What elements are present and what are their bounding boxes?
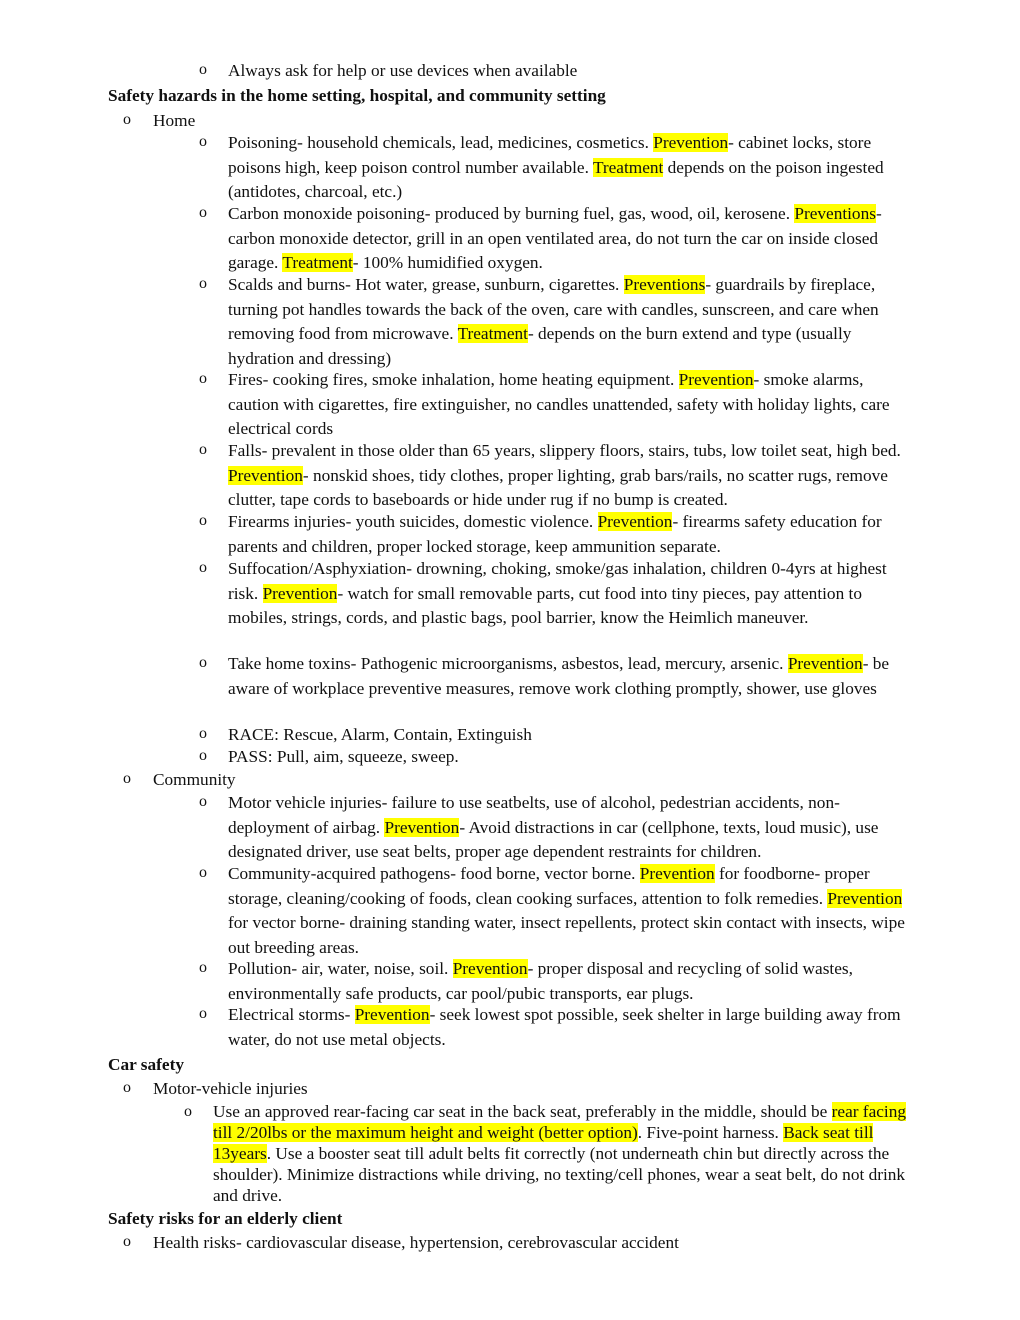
list-item-text: Firearms injuries- youth suicides, domestic violence. Prevention- firearms safety education for parents and children, proper locked storage, keep ammunition separate. [228,512,882,556]
bullet-icon: o [199,725,207,742]
list-item [199,273,913,371]
highlight: Prevention [653,133,729,152]
list-item-text: Motor vehicle injuries- failure to use seatbelts, use of alcohol, pedestrian accidents, non-deployment of airbag. Prevention- Avoid distractions in car (cellphone, texts, loud music), use designated driver, use seat belts, proper age dependent restraints for children. [228,793,879,861]
highlight: Prevention [384,817,460,837]
highlight: rear facing till 2/20lbs or the maximum height and weight (better option) [213,1102,906,1142]
highlight: Treatment [592,157,664,177]
list-item-label: Home [153,111,196,130]
list-item-text: Use an approved rear-facing car seat in the back seat, preferably in the middle, should be rear facing till 2/20lbs or the maximum height and weight (better option). Five-point harness. Back seat till 13years. Use a booster seat till adult belts fit correctly (not underneath chin but directly across the shoulder). Minimize distractions while driving, no texting/cell phones, wear a seat belt, do not drink and drive. [213,1102,906,1205]
bullet-icon: o [199,1005,207,1022]
highlight: Prevention [639,864,715,883]
bullet-icon: o [123,770,131,787]
list-item [199,1003,913,1052]
list-item [199,862,913,960]
list-item [199,745,913,770]
list-item [123,1231,913,1256]
list-item-text: Falls- prevalent in those older than 65 years, slippery floors, stairs, tubs, low toilet seat, high bed. Prevention- nonskid shoes, tidy clothes, proper lighting, grab bars/rails, no scatter rugs, remove clutter, tape cords to baseboards or hide under rug if no bump is created. [228,441,901,509]
section-heading: Safety hazards in the home setting, hospital, and community setting [108,86,606,105]
list-item-text: Electrical storms- Prevention- seek lowest spot possible, seek shelter in large building away from water, do not use metal objects. [228,1005,901,1049]
highlight: Preventions [794,204,876,223]
bullet-icon: o [199,275,207,292]
list-item-text: Scalds and burns- Hot water, grease, sunburn, cigarettes. Preventions- guardrails by fireplace, turning pot handles towards the back of the oven, care with candles, sunscreen, and care when removing food from microwave. Treatment- depends on the burn extend and type (usually hydration and dressing) [228,275,879,368]
bullet-icon: o [199,747,207,764]
list-item-text: RACE: Rescue, Alarm, Contain, Extinguish [228,725,532,744]
list-item-text: PASS: Pull, aim, squeeze, sweep. [228,747,459,766]
bullet-icon: o [199,793,207,810]
list-item-text: Community-acquired pathogens- food borne, vector borne. Prevention for foodborne- proper storage, cleaning/cooking of foods, clean cooking surfaces, attention to folk remedies. Prevention for vector borne- draining standing water, insect repellents, protect skin contact with insects, wipe out breeding areas. [228,864,905,957]
bullet-icon: o [123,1233,131,1250]
bullet-icon: o [199,204,207,221]
bullet-icon: o [199,61,207,78]
highlight: Preventions [623,275,706,294]
highlight: Prevention [228,465,303,485]
list-item [199,131,913,205]
section-heading: Car safety [108,1055,184,1074]
bullet-icon: o [199,133,207,150]
list-item [199,510,913,559]
bullet-icon: o [199,441,207,458]
highlight: Treatment [282,253,353,272]
bullet-icon: o [123,111,131,128]
highlight: Back seat till 13years [213,1123,874,1163]
section-heading: Safety risks for an elderly client [108,1209,343,1228]
list-item [199,439,913,513]
list-item-text: Always ask for help or use devices when available [228,61,578,80]
list-item [123,1077,913,1102]
highlight: Prevention [597,512,673,531]
list-item-text: Take home toxins- Pathogenic microorganisms, asbestos, lead, mercury, arsenic. Prevention- be aware of workplace preventive measures, remove work clothing promptly, shower, use gloves [228,654,890,698]
highlight: Prevention [262,583,338,603]
list-item [199,368,913,442]
bullet-icon: o [184,1103,192,1120]
highlight: Prevention [678,370,754,389]
highlight: Treatment [457,324,528,343]
bullet-icon: o [199,864,207,881]
list-item-text: Suffocation/Asphyxiation- drowning, choking, smoke/gas inhalation, children 0-4yrs at highest risk. Prevention- watch for small removable parts, cut food into tiny pieces, pay attention to mobiles, strings, cords, and plastic bags, pool barrier, know the Heimlich maneuver. [228,559,887,627]
list-item-label: Motor-vehicle injuries [153,1079,308,1098]
list-item [184,1101,913,1206]
list-item [199,557,913,631]
bullet-icon: o [199,512,207,529]
list-item-text: Fires- cooking fires, smoke inhalation, home heating equipment. Prevention- smoke alarms, caution with cigarettes, fire extinguisher, no candles unattended, safety with holiday lights, care electrical cords [228,370,890,438]
highlight: Prevention [354,1005,430,1024]
list-item [199,723,913,748]
list-item-text: Pollution- air, water, noise, soil. Prevention- proper disposal and recycling of solid wastes, environmentally safe products, car pool/pubic transports, ear plugs. [228,959,853,1003]
list-item [199,791,913,865]
bullet-icon: o [123,1079,131,1096]
highlight: Prevention [787,654,863,673]
list-item-home [123,109,913,134]
bullet-icon: o [199,370,207,387]
list-item [199,59,913,84]
list-item-text: Carbon monoxide poisoning- produced by burning fuel, gas, wood, oil, kerosene. Preventions- carbon monoxide detector, grill in an open ventilated area, do not turn the car on inside closed garage. Treatment- 100% humidified oxygen. [228,204,882,272]
list-item-label: Health risks- cardiovascular disease, hypertension, cerebrovascular accident [153,1233,679,1252]
bullet-icon: o [199,559,207,576]
list-item [199,202,913,276]
list-item [199,652,913,701]
bullet-icon: o [199,654,207,671]
highlight: Prevention [827,888,903,908]
list-item-text: Poisoning- household chemicals, lead, medicines, cosmetics. Prevention- cabinet locks, store poisons high, keep poison control number available. Treatment depends on the poison ingested (antidotes, charcoal, etc.) [228,133,884,201]
list-item-community [123,768,913,793]
list-item [199,957,913,1006]
bullet-icon: o [199,959,207,976]
list-item-label: Community [153,770,236,789]
highlight: Prevention [452,959,528,978]
